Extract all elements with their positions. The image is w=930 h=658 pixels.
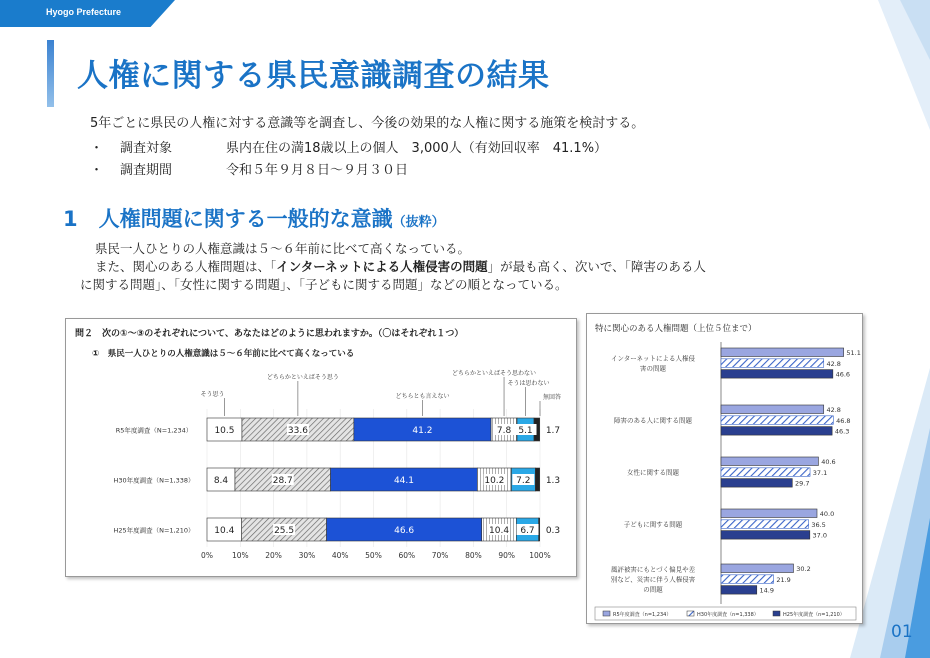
bar	[721, 575, 774, 584]
value-label: 51.1	[846, 349, 861, 357]
value-label: 30.2	[796, 565, 811, 573]
bar	[721, 468, 810, 477]
x-tick-label: 0%	[201, 551, 213, 560]
category-label: 子どもに関する問題	[623, 520, 683, 529]
bar	[721, 370, 833, 379]
bar	[721, 520, 809, 529]
value-label: 10.5	[214, 426, 235, 436]
bullet-mark: ・	[90, 141, 104, 156]
x-tick-label: 90%	[498, 551, 516, 560]
value-label: 10.4	[489, 526, 510, 536]
value-label: 1.7	[545, 426, 561, 436]
value-label: 44.1	[393, 476, 414, 486]
category-label: 障害のある人に関する問題	[614, 416, 692, 425]
header-tag-text: Hyogo Prefecture	[46, 7, 122, 17]
category-label: インターネットによる人権侵	[611, 354, 695, 363]
bar	[721, 564, 793, 573]
legend-swatch	[687, 611, 694, 616]
bullet-survey-target	[90, 137, 607, 156]
x-tick-label: 10%	[231, 551, 249, 560]
x-tick-label: 30%	[298, 551, 316, 560]
bar	[721, 457, 818, 466]
value-label: 28.7	[272, 476, 293, 486]
x-tick-label: 60%	[398, 551, 416, 560]
legend-label: どちらかといえばそう思わない	[452, 370, 537, 377]
bullet-value: 令和５年９月８日～９月３０日	[226, 163, 409, 178]
section-title-sub: （抜粋）	[392, 215, 445, 230]
bar	[721, 348, 844, 357]
value-label: 36.5	[811, 520, 826, 529]
chart-subtitle: ① 県民一人ひとりの人権意識は５～６年前に比べて高くなっている	[92, 349, 355, 359]
x-tick-label: 40%	[331, 551, 349, 560]
value-label: 10.4	[214, 526, 235, 536]
page-title: 人権に関する県民意識調査の結果	[77, 58, 550, 94]
category-label: 害の問題	[640, 364, 666, 373]
chart-title: 特に関心のある人権問題（上位５位まで）	[595, 324, 757, 334]
bar	[721, 416, 833, 425]
value-label: 25.5	[274, 526, 295, 536]
value-label: 42.8	[826, 406, 841, 414]
bar	[721, 405, 824, 414]
bar-segment	[535, 468, 539, 491]
value-label: 29.7	[795, 479, 810, 488]
value-label: 46.3	[834, 427, 850, 436]
paragraph-text: 」が最も高く、次いで、「障害のある人	[487, 259, 706, 274]
interest-chart	[586, 313, 863, 624]
value-label: 40.0	[819, 510, 835, 518]
value-label: 6.7	[520, 526, 535, 536]
awareness-chart	[65, 318, 577, 577]
value-label: 46.8	[836, 416, 851, 425]
bullet-survey-period	[90, 159, 408, 178]
category-label: R5年度調査（N=1,234）	[115, 426, 193, 435]
value-label: 37.0	[812, 531, 828, 540]
value-label: 40.6	[821, 458, 836, 466]
intro-text: 5年ごとに県民の人権に対する意識等を調査し、今後の効果的な人権に関する施策を検討する。	[90, 116, 645, 131]
bar	[721, 427, 832, 436]
value-label: 7.2	[516, 476, 531, 486]
category-label: H30年度調査（N=1,338）	[113, 476, 195, 485]
interest-chart-plot	[587, 314, 864, 625]
value-label: 10.2	[484, 476, 505, 486]
value-label: 5.1	[518, 426, 533, 436]
legend-swatch	[773, 611, 780, 616]
paragraph-text: また、関心のある人権問題は、「	[95, 259, 277, 274]
section-paragraph-2	[95, 257, 706, 275]
bullet-label: 調査対象	[120, 141, 173, 156]
legend-label: 無回答	[542, 394, 562, 401]
x-tick-label: 100%	[529, 551, 551, 560]
bar	[721, 479, 792, 488]
section-title	[63, 203, 445, 233]
value-label: 46.6	[394, 526, 415, 536]
value-label: 14.9	[759, 586, 775, 595]
section-title-main: 1 人権問題に関する一般的な意識	[63, 207, 393, 231]
awareness-chart-plot	[66, 319, 578, 578]
corner-decoration-top	[860, 0, 930, 140]
value-label: 7.8	[496, 426, 512, 436]
header-tag	[0, 0, 175, 27]
bullet-value: 県内在住の満18歳以上の個人 3,000人（有効回収率 41.1%）	[226, 141, 608, 156]
bullet-mark: ・	[90, 163, 104, 178]
x-tick-label: 70%	[431, 551, 449, 560]
legend-label: そう思う	[200, 391, 225, 398]
category-label: 風評被害にもとづく偏見や差	[610, 565, 696, 574]
paragraph-highlight: インターネットによる人権侵害の問題	[276, 259, 488, 274]
value-label: 8.4	[213, 476, 229, 486]
legend-label: R5年度調査（n=1,234）	[613, 612, 672, 618]
legend-label: どちらとも言えない	[395, 393, 450, 400]
section-paragraph-1: 県民一人ひとりの人権意識は５～６年前に比べて高くなっている。	[95, 241, 471, 256]
value-label: 21.9	[776, 575, 791, 584]
legend-swatch	[603, 611, 610, 616]
value-label: 1.3	[545, 476, 561, 486]
legend-label: H25年度調査（n=1,210）	[783, 612, 845, 618]
value-label: 33.6	[287, 426, 308, 436]
value-label: 41.2	[412, 426, 433, 436]
bar	[721, 531, 810, 540]
bar	[721, 509, 817, 518]
bar-segment	[539, 518, 540, 541]
category-label: 女性に関する問題	[627, 468, 679, 477]
value-label: 0.3	[545, 526, 561, 536]
category-label: H25年度調査（N=1,210）	[113, 526, 195, 535]
page-number: 01	[891, 622, 913, 642]
bar	[721, 586, 757, 595]
value-label: 46.6	[835, 370, 851, 379]
value-label: 37.1	[812, 468, 828, 477]
value-label: 42.8	[826, 359, 841, 368]
bar	[721, 359, 824, 368]
section-paragraph-3: に関する問題」、「女性に関する問題」、「子どもに関する問題」などの順となっている。	[80, 277, 568, 292]
x-tick-label: 50%	[365, 551, 382, 560]
bullet-label: 調査期間	[120, 163, 173, 178]
x-tick-label: 80%	[465, 551, 482, 560]
category-label: 別など、災害に伴う人権侵害	[610, 575, 696, 584]
chart-question: 問２ 次の①～③のそれぞれについて、あなたはどのように思われますか。（〇はそれぞれ１つ）	[75, 329, 464, 339]
category-label: の問題	[643, 585, 663, 594]
legend-label: どちらかといえばそう思う	[266, 374, 339, 381]
legend-label: H30年度調査（n=1,338）	[697, 612, 759, 618]
x-tick-label: 20%	[265, 551, 282, 560]
legend-label: そうは思わない	[507, 380, 550, 387]
title-accent-bar	[47, 40, 54, 107]
